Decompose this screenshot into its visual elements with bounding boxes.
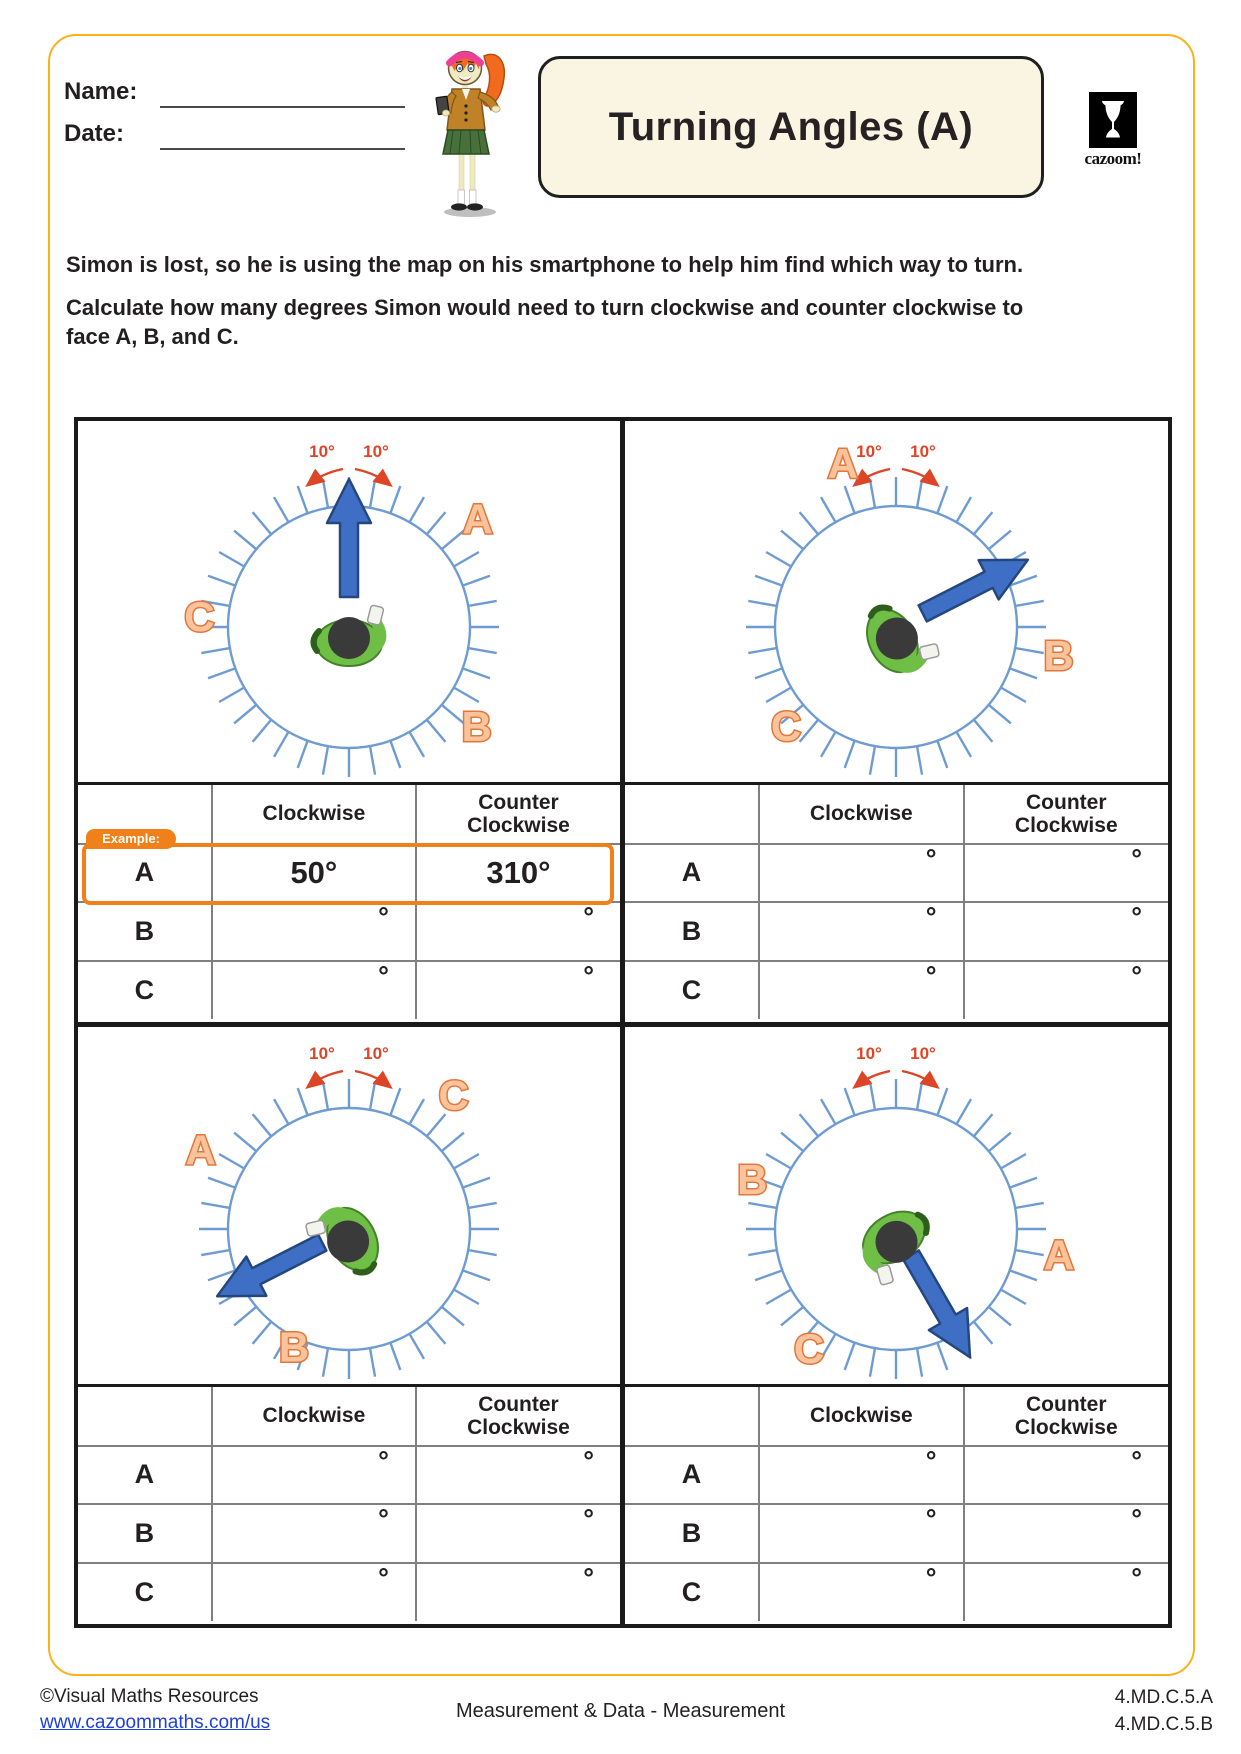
q4-answer-a-counterclockwise[interactable]: °	[964, 1446, 1168, 1505]
scale-note-right: 10°	[363, 442, 389, 461]
q1-answer-c-clockwise[interactable]: °	[212, 961, 416, 1020]
q3-row-label-b: B	[78, 1504, 212, 1563]
q4-row-label-a: A	[625, 1446, 759, 1505]
corner-cell	[78, 785, 212, 844]
clockwise-header: Clockwise	[212, 1387, 416, 1446]
direction-label-c: C	[438, 1071, 469, 1119]
q1-row-label-b: B	[78, 902, 212, 961]
direction-label-a: A	[827, 439, 859, 487]
cazoom-logo	[1084, 92, 1142, 169]
cazoom-goblet-icon	[1089, 92, 1137, 148]
scale-arrow-right-icon	[355, 469, 389, 484]
direction-label-a: A	[1043, 1231, 1075, 1279]
answers-table-4	[625, 1384, 1168, 1624]
date-label: Date:	[64, 120, 125, 147]
clockwise-header: Clockwise	[759, 785, 963, 844]
problem-1	[78, 421, 620, 1022]
q3-answer-b-counterclockwise[interactable]: °	[416, 1504, 620, 1563]
q4-answer-b-clockwise[interactable]: °	[759, 1504, 963, 1563]
problem-2	[625, 421, 1168, 1022]
q2-answer-a-clockwise[interactable]: °	[759, 844, 963, 903]
corner-cell	[625, 785, 759, 844]
student-character-illustration	[418, 40, 518, 220]
q1-row-label-c: C	[78, 961, 212, 1020]
direction-label-c: C	[793, 1325, 825, 1373]
q1-answer-b-clockwise[interactable]: °	[212, 902, 416, 961]
q3-answer-b-clockwise[interactable]: °	[212, 1504, 416, 1563]
q4-row-label-b: B	[625, 1504, 759, 1563]
direction-label-c: C	[770, 702, 802, 750]
scale-arrow-right-icon	[902, 469, 936, 484]
q1-answer-c-counterclockwise[interactable]: °	[416, 961, 620, 1020]
scale-arrow-right-icon	[355, 1071, 389, 1086]
turn-diagram-2	[625, 421, 1168, 785]
page-title: Turning Angles (A)	[608, 104, 974, 149]
q2-answer-a-counterclockwise[interactable]: °	[964, 844, 1168, 903]
q3-answer-c-counterclockwise[interactable]: °	[416, 1563, 620, 1622]
q3-answer-a-counterclockwise[interactable]: °	[416, 1446, 620, 1505]
q4-answer-a-clockwise[interactable]: °	[759, 1446, 963, 1505]
q1-answer-a-counterclockwise: 310°	[416, 844, 620, 903]
q2-answer-b-counterclockwise[interactable]: °	[964, 902, 1168, 961]
problem-4	[625, 1027, 1168, 1624]
q2-row-label-c: C	[625, 961, 759, 1020]
q3-answer-a-clockwise[interactable]: °	[212, 1446, 416, 1505]
q3-row-label-a: A	[78, 1446, 212, 1505]
turn-diagram-1	[78, 421, 620, 785]
counter-clockwise-header: Counter Clockwise	[416, 1387, 620, 1446]
instruction-line-2: Calculate how many degrees Simon would need to turn clockwise and counter clockwise to face A, B, and C.	[66, 294, 1024, 350]
q4-answer-c-clockwise[interactable]: °	[759, 1563, 963, 1622]
counter-clockwise-header: Counter Clockwise	[964, 1387, 1168, 1446]
footer-standards	[1115, 1684, 1213, 1738]
q1-answer-b-counterclockwise[interactable]: °	[416, 902, 620, 961]
direction-label-b: B	[1043, 632, 1074, 680]
scale-arrow-left-icon	[309, 469, 343, 484]
scale-note-left: 10°	[856, 1044, 882, 1063]
q3-row-label-c: C	[78, 1563, 212, 1622]
q2-answer-c-counterclockwise[interactable]: °	[964, 961, 1168, 1020]
date-field[interactable]	[160, 122, 405, 150]
example-tag: Example:	[86, 829, 176, 849]
scale-arrow-right-icon	[902, 1071, 936, 1086]
scale-note-left: 10°	[856, 442, 882, 461]
problem-3	[78, 1027, 620, 1624]
name-label: Name:	[64, 78, 138, 105]
scale-arrow-left-icon	[309, 1071, 343, 1086]
corner-cell	[78, 1387, 212, 1446]
standard-code-2: 4.MD.C.5.B	[1114, 1714, 1213, 1735]
turn-diagram-4	[625, 1027, 1168, 1387]
q2-answer-b-clockwise[interactable]: °	[759, 902, 963, 961]
instructions	[66, 250, 1166, 365]
scale-arrow-left-icon	[856, 1071, 890, 1086]
q2-answer-c-clockwise[interactable]: °	[759, 961, 963, 1020]
instruction-line-1: Simon is lost, so he is using the map on his smartphone to help him find which way to turn.	[66, 252, 1024, 277]
title-box	[538, 56, 1044, 198]
q3-answer-c-clockwise[interactable]: °	[212, 1563, 416, 1622]
direction-label-b: B	[737, 1156, 768, 1204]
standard-code-1: 4.MD.C.5.A	[1114, 1687, 1213, 1708]
website-link[interactable]: www.cazoommaths.com/us	[40, 1712, 271, 1733]
q1-answer-a-clockwise: 50°	[212, 844, 416, 903]
clockwise-header: Clockwise	[212, 785, 416, 844]
q4-answer-c-counterclockwise[interactable]: °	[964, 1563, 1168, 1622]
name-field[interactable]	[160, 80, 405, 108]
corner-cell	[625, 1387, 759, 1446]
q1-row-label-a: A	[78, 844, 212, 903]
direction-label-c: C	[184, 593, 215, 641]
copyright-text: ©Visual Maths Resources	[40, 1686, 259, 1707]
scale-note-right: 10°	[910, 1044, 936, 1063]
q4-row-label-c: C	[625, 1563, 759, 1622]
scale-note-left: 10°	[309, 1044, 335, 1063]
q2-row-label-b: B	[625, 902, 759, 961]
problem-grid	[74, 417, 1172, 1628]
scale-note-left: 10°	[309, 442, 335, 461]
answers-table-2	[625, 782, 1168, 1022]
direction-label-a: A	[185, 1126, 216, 1174]
scale-note-right: 10°	[363, 1044, 389, 1063]
answers-table-3	[78, 1384, 620, 1624]
scale-note-right: 10°	[910, 442, 936, 461]
q2-row-label-a: A	[625, 844, 759, 903]
footer-topic: Measurement & Data - Measurement	[455, 1700, 786, 1722]
direction-label-b: B	[278, 1323, 310, 1371]
clockwise-header: Clockwise	[759, 1387, 963, 1446]
cazoom-logo-text: cazoom!	[1084, 149, 1142, 168]
direction-label-a: A	[462, 495, 493, 543]
counter-clockwise-header: Counter Clockwise	[964, 785, 1168, 844]
q4-answer-b-counterclockwise[interactable]: °	[964, 1504, 1168, 1563]
answers-table-1	[78, 782, 620, 1022]
scale-arrow-left-icon	[856, 469, 890, 484]
direction-label-b: B	[461, 703, 492, 751]
counter-clockwise-header: Counter Clockwise	[416, 785, 620, 844]
turn-diagram-3	[78, 1027, 620, 1387]
